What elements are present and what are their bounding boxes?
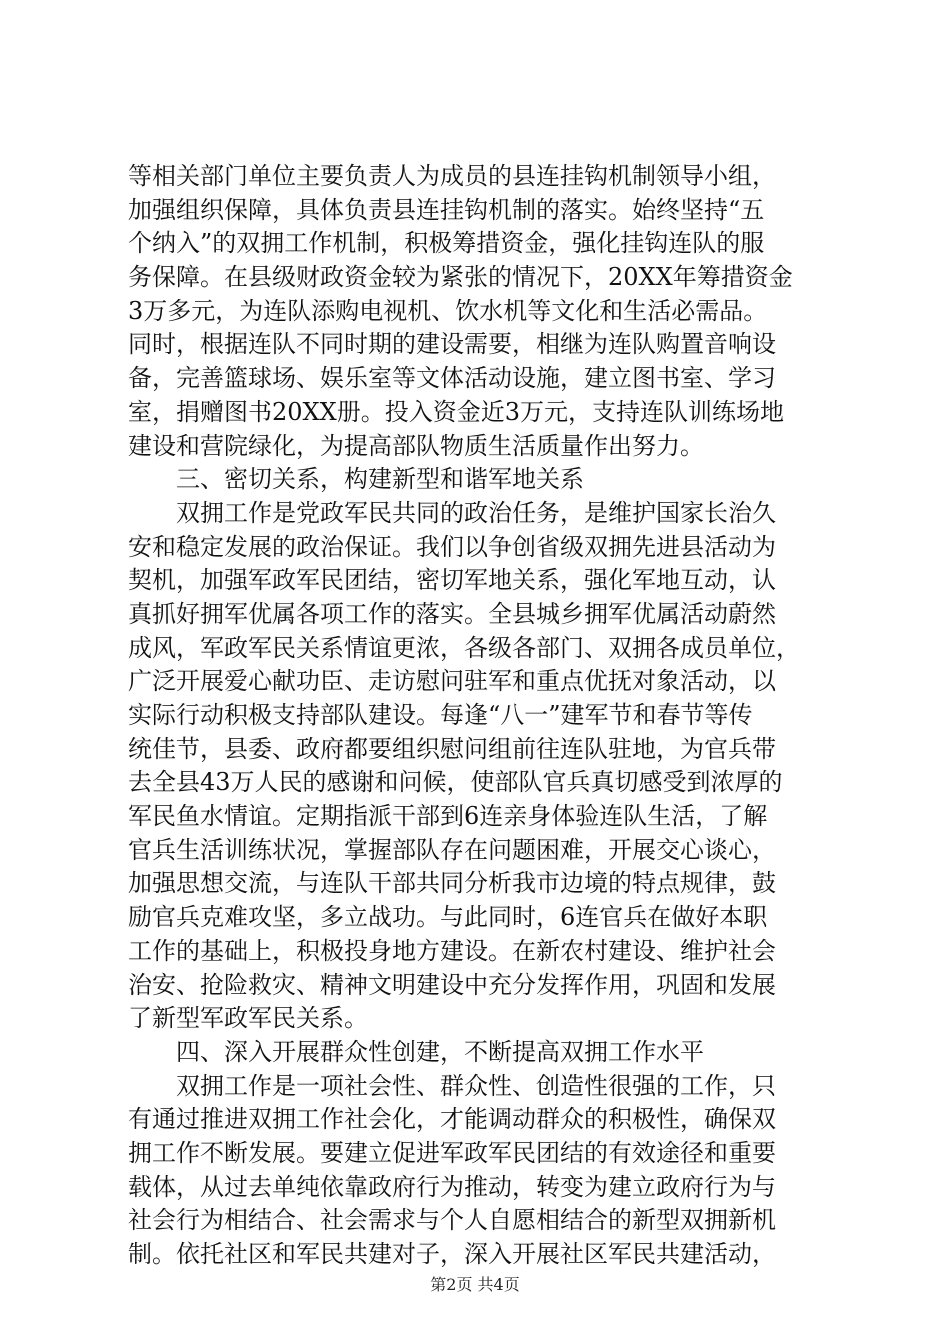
- text-line: 契机，加强军政军民团结，密切军地关系，强化军地互动，认: [128, 566, 776, 595]
- text-line: 四、深入开展群众性创建，不断提高双拥工作水平: [128, 1037, 704, 1066]
- text-line: 3万多元，为连队添购电视机、饮水机等文化和生活必需品。: [128, 296, 768, 325]
- text-line: 务保障。在县级财政资金较为紧张的情况下，20XX年筹措资金: [128, 263, 793, 292]
- text-line: 统佳节，县委、政府都要组织慰问组前往连队驻地，为官兵带: [128, 734, 776, 763]
- text-line: 工作的基础上，积极投身地方建设。在新农村建设、维护社会: [128, 936, 776, 965]
- text-line: 建设和营院绿化，为提高部队物质生活质量作出努力。: [128, 431, 704, 460]
- text-line: 真抓好拥军优属各项工作的落实。全县城乡拥军优属活动蔚然: [128, 599, 776, 628]
- text-line: 了新型军政军民关系。: [128, 1004, 368, 1033]
- text-line: 军民鱼水情谊。定期指派干部到6连亲身体验连队生活，了解: [128, 802, 768, 831]
- document-body: [128, 160, 848, 1272]
- text-line: 个纳入”的双拥工作机制，积极筹措资金，强化挂钩连队的服: [128, 229, 765, 258]
- text-line: 广泛开展爱心献功臣、走访慰问驻军和重点优抚对象活动，以: [128, 667, 776, 696]
- text-line: 等相关部门单位主要负责人为成员的县连挂钩机制领导小组，: [128, 162, 776, 190]
- text-line: 励官兵克难攻坚，多立战功。与此同时，6连官兵在做好本职: [128, 903, 768, 932]
- text-line: 成风，军政军民关系情谊更浓，各级各部门、双拥各成员单位，: [128, 633, 800, 662]
- text-line: 制。依托社区和军民共建对子，深入开展社区军民共建活动，: [128, 1240, 776, 1268]
- text-line: 实际行动积极支持部队建设。每逢“八一”建军节和春节等传: [128, 701, 753, 729]
- text-line: 加强组织保障，具体负责县连挂钩机制的落实。始终坚持“五: [128, 195, 765, 224]
- text-line: 有通过推进双拥工作社会化，才能调动群众的积极性，确保双: [128, 1105, 776, 1134]
- text-line: 官兵生活训练状况，掌握部队存在问题困难，开展交心谈心，: [128, 835, 776, 864]
- text-line: 同时，根据连队不同时期的建设需要，相继为连队购置音响设: [128, 330, 776, 359]
- text-line: 室，捐赠图书20XX册。投入资金近3万元，支持连队训练场地: [128, 397, 784, 426]
- text-line: 治安、抢险救灾、精神文明建设中充分发挥作用，巩固和发展: [128, 970, 776, 999]
- text-line: 加强思想交流，与连队干部共同分析我市边境的特点规律，鼓: [128, 869, 776, 898]
- text-line: 双拥工作是一项社会性、群众性、创造性很强的工作，只: [128, 1071, 776, 1100]
- text-line: 三、密切关系，构建新型和谐军地关系: [128, 465, 584, 494]
- page-footer: 第2页 共4页: [430, 1275, 520, 1294]
- text-line: 安和稳定发展的政治保证。我们以争创省级双拥先进县活动为: [128, 532, 776, 561]
- text-line: 拥工作不断发展。要建立促进军政军民团结的有效途径和重要: [128, 1138, 776, 1167]
- text-line: 去全县43万人民的感谢和问候，使部队官兵真切感受到浓厚的: [128, 768, 783, 797]
- text-line: 载体，从过去单纯依靠政府行为推动，转变为建立政府行为与: [128, 1172, 776, 1201]
- text-line: 双拥工作是党政军民共同的政治任务，是维护国家长治久: [128, 498, 776, 527]
- text-line: 备，完善篮球场、娱乐室等文体活动设施，建立图书室、学习: [128, 364, 776, 393]
- text-line: 社会行为相结合、社会需求与个人自愿相结合的新型双拥新机: [128, 1206, 776, 1235]
